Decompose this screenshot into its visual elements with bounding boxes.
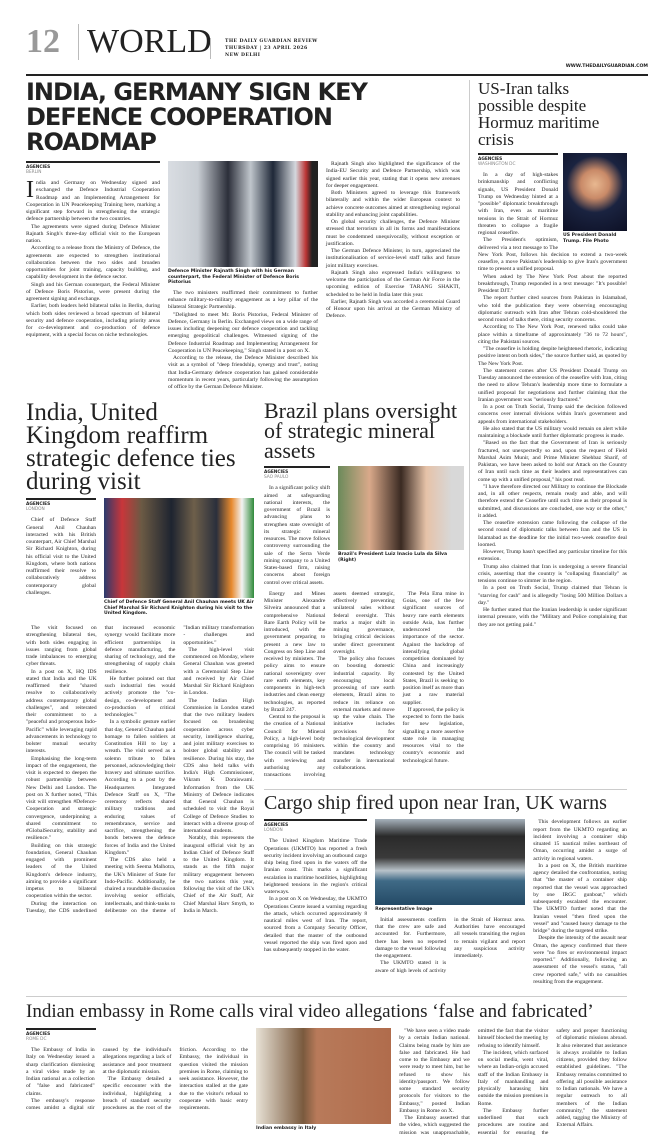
paragraph: Energy and Mines Minister Alexandre Silveira announced that a comprehensive National Rare Earth Policy will be introduced, with the government preparing to present a new law to Congress on Step Line and received by ministers. The policy aims to ensure national sovereignty over rare earth elements, key components in high-tech industries and clean energy technologies, as reported by Brazil 247. <box>264 590 326 713</box>
masthead <box>210 38 318 59</box>
paragraph: However, Trump hasn't specified any particular timeline for this extension. <box>478 549 627 563</box>
dateline: LONDON <box>26 507 45 513</box>
germany-byline <box>26 161 160 175</box>
agency: AGENCIES <box>26 165 51 170</box>
city: NEW DELHI <box>225 53 261 58</box>
paragraph: If approved, the policy is expected to form the basis for new legislation, signalling a more assertive state role in managing resources vital to the country's economic and technological future. <box>402 706 464 764</box>
brazil-article-body <box>264 485 330 587</box>
rome-byline <box>26 1028 96 1042</box>
section-title: WORLD <box>78 24 212 60</box>
uk-caption: Chief of Defence Staff General Anil Chauhan meets UK Air Chief Marshal Sir Richard Knighton during his visit to the United Kingdom. <box>104 600 254 617</box>
paragraph <box>26 177 160 224</box>
brazil-headline: Brazil plans oversight of strategic mineral assets <box>264 398 458 464</box>
paragraph: Emphasising the long-term impact of the engagement, the visit is expected to deepen the robust partnership between New Delhi and London. The post on X further noted, "This visit will strengthen #Defence-Cooperation and strategic convergence, underpinning a shared commitment to #GlobalSecurity, stability and resilience." <box>26 755 97 842</box>
brazil-caption: Brazil's President Luiz Inacio Lula da Silva (Right) <box>338 552 448 563</box>
cargo-article <box>264 789 627 986</box>
rome-headline: Indian embassy in Rome calls viral video allegations ‘false and fabricated’ <box>26 1001 594 1023</box>
paragraph: Despite the intensity of the assault near Oman, the agency confirmed that there were "no fires or environmental impact reported." Additionally, following an assessment of the vessel's status, "all crew reported safe," with no casualties resulting from the engagement. <box>533 935 627 985</box>
paragraph: The German Defence Minister, in turn, appreciated the institutionalisation of service-level staff talks and future joint military exercises. <box>326 248 460 269</box>
paragraph: The CDS also held a meeting with Seema Malhotra, the UK's Minister of State for Indo-Pacific. Additionally, he chaired a roundtable discussion involving senior officials, intellectuals, and think-tanks to deliberate on the theme of "Indian military transformation - challenges and opportunities." <box>104 625 254 914</box>
paragraph: The Pela Ema mine in Goias, one of the few significant sources of heavy rare earth elements outside Asia, has further underscored the importance of the sector. Against the backdrop of intensifying global competition dominated by China and increasingly contested by the United States, Brazil is seeking to position itself as more than just a raw material supplier. <box>402 590 464 706</box>
paragraph: In a post on X, the British maritime agency detailed the confrontation, noting that "the master of a container ship reported that the vessel was approached by one IRGC gunboat," which subsequently escalated the encounter. The UKMTO further noted that the Iranian vessel "then fired upon the vessel" and "caused heavy damage to the bridge" during the targeted strike. <box>533 862 627 935</box>
iran-photo-block <box>563 153 627 248</box>
cargo-article-body <box>264 838 367 954</box>
paragraph: He further pointed out that such industrial ties would actively promote the "co-design, co-development and co-production of critical technologies." <box>104 675 176 719</box>
rome-article-body <box>399 1028 627 1137</box>
dateline: ROME DC <box>26 1037 47 1043</box>
paragraph: According to the release, the Defence Minister described his visit as a symbol of "deep friendship, synergy and trust", noting that India-Germany defence cooperation has gained considerable momentum in recent years, particularly following the assumption of office by the German Defence Minister. <box>168 355 318 391</box>
paragraph: The Embassy detailed a specific encounter with the individual, highlighting a breach of standard security procedures as the root of the friction. According to the Embassy, the individual in question visited the mission premises in Rome, claiming to seek assistance. However, the interaction stalled at the gate due to the visitor's refusal to cooperate with basic entry requirements. <box>102 1047 249 1112</box>
paragraph: The President's optimism, delivered via a text message to The New York Post, follows his decision to extend a two-week ceasefire, a move Pakistan's leadership to give Iran's government time to present a unified proposal. <box>478 237 627 273</box>
paragraph: Rajnath Singh also highlighted the significance of the India-EU Security and Defence Partnership, which was signed earlier this year, stating that it opens new avenues for deeper engagement. <box>326 161 460 189</box>
iran-byline <box>478 153 558 167</box>
brazil-byline <box>264 466 330 480</box>
germany-headline: INDIA, GERMANY SIGN KEY DEFENCE COOPERATION ROADMAP <box>26 78 367 156</box>
brazil-article <box>264 398 464 779</box>
iran-article <box>469 80 627 629</box>
paragraph: The policy also focuses on boosting domestic industrial capacity. By encouraging local processing of rare earth elements, Brazil aims to reduce its reliance on external markets and move up the value chain. The initiative includes provisions for technological development within the country and mandates technology transfer in international collaborations. <box>333 656 395 771</box>
paragraph: "Based on the fact that the Government of Iran is seriously fractured, not unexpectedly so and, upon the request of Field Marshal Asim Munir, and Prime Minister Shehbaz Sharif, of Pakistan, we have been asked to hold our Attack on the Country of Iran until such time as their leaders and representatives can come up with a unified proposal," his post read. <box>478 440 627 483</box>
paragraph: The incident, which surfaced on social media, went viral, where an Indian-origin accused staff of the Indian Embassy in Italy of manhandling and physically harassing him outside the mission premises in Rome. <box>477 1049 549 1107</box>
paragraph: The Embassy asserted that the video, which suggested the mission was unapproachable, omitted the fact that the visitor himself blocked the meeting by refusing to identify himself. <box>399 1028 549 1136</box>
paragraph: In a symbolic gesture earlier that day, General Chauhan paid homage to fallen soldiers at Constitution Hill to lay a wreath. The visit served as a solemn tribute to fallen personnel, acknowledging their bravery and ultimate sacrifice. According to a post by the Headquarters Integrated Defence Staff on X, "The ceremony reflects shared military traditions and enduring values of remembrance, service and sacrifice, strengthening the bonds between the defence forces of India and the United Kingdom." <box>104 719 176 856</box>
paragraph: In a post on X on Wednesday, the UKMTO Operations Centre issued a warning regarding the attack, which occurred approximately 8 nautical miles west of Iran. The report, sourced from a Company Security Officer, detailed that the master of the outbound vessel reported the ship was fired upon and has subsequently stopped in the water. <box>264 896 368 954</box>
cargo-article-body <box>375 917 525 975</box>
embassy-photo <box>256 1028 391 1124</box>
rome-caption: Indian embassy in Italy <box>256 1126 317 1132</box>
trump-photo <box>563 153 627 231</box>
paragraph: Building on this strategic foundation, General Chauhan engaged with prominent leaders of the United Kingdom's defence industry, aiming to provide a significant impetus to bilateral cooperation within the sector. <box>26 842 97 900</box>
header-rule <box>26 74 648 76</box>
paragraph: When asked by The New York Post about the reported breakthrough, Trump responded in a text message: "It's possible! President DJT." <box>478 273 627 294</box>
paragraph: The Embassy further underlined that such procedures are routine and essential for ensuring the safety and proper functioning of diplomatic missions abroad. It also reiterated that assistance is always available to Indian citizens, provided they follow established guidelines. "The Embassy remains committed to offering all possible assistance to Indian nationals. We have a regular outreach to all members of the Indian community," the statement added, tagging the Ministry of External Affairs. <box>477 1028 628 1136</box>
paragraph: In a post on Truth Social, Trump said the decision followed concerns over internal divisions within Iran's government and appeals from international stakeholders. <box>478 404 627 425</box>
cargo-byline <box>264 819 367 833</box>
paragraph: The UKMTO stated it is aware of high levels of activity in the Strait of Hormuz area. Authorities have encouraged all vessels transiting the region to remain vigilant and report any suspicious activity immediately. <box>375 916 526 974</box>
paragraph: The high-level visit commenced on Monday, where General Chauhan was greeted with a Ceremonial Step Line and received by Air Chief Marshal Sir Richard Knighton in London. <box>183 646 254 697</box>
dateline: SAO PAULO <box>264 475 289 481</box>
paragraph: In a post on Truth Social, Trump claimed that Tehran is "starving for cash" and is allegedly "losing 500 Million Dollars a day." <box>478 585 627 606</box>
paragraph: Both Ministers agreed to leverage this framework bilaterally and within the wider European context to achieve concrete outcomes aimed at strengthening regional stability and enhancing joint capabilities. <box>326 190 460 218</box>
germany-article-body <box>168 290 318 392</box>
page-header <box>26 0 648 80</box>
paragraph: Initial assessments confirm that the crew are safe and accounted for. Furthermore, there has been no reported damage to the vessel following the engagement. <box>375 916 447 960</box>
paragraph: Trump also claimed that Iran is undergoing a severe financial crisis, asserting that the country is "collapsing financially" as tensions continue to simmer in the region. <box>478 563 627 584</box>
paragraph: Earlier, Rajnath Singh was accorded a ceremonial Guard of Honour upon his arrival at the German Ministry of Defence. <box>326 298 460 320</box>
lula-photo <box>338 466 464 550</box>
paragraph: In a post on X, HQ IDS stated that India and the UK reaffirmed their "shared resolve to collaboratively address contemporary global challenges", and reiterated their commitment to a "peaceful and prosperous Indo-Pacific" while leveraging rapid advancements in technology to bolster mutual security interests. <box>26 668 97 755</box>
dateline: LONDON <box>264 828 283 834</box>
germany-article-body <box>326 161 460 321</box>
cargo-article-body <box>533 819 627 986</box>
dateline: BERLIN <box>26 170 42 175</box>
rome-article <box>26 996 627 1137</box>
paragraph: The embassy's response comes amidst a digital stir caused by the individual's allegations regarding a lack of assistance and poor treatment at the diplomatic mission. <box>26 1047 172 1112</box>
paragraph: On global security challenges, the Defence Minister stressed that terrorism in all its forms and manifestations must be condemned unequivocally, without exception or justification. <box>326 219 460 247</box>
paragraph: The visit focused on strengthening bilateral ties, with both sides engaging in issues ranging from global trade imbalances to emerging cyber threats. <box>26 625 97 668</box>
paragraph: The statement comes after US President Donald Trump on Tuesday announced the extension of the ceasefire with Iran, citing the need to allow Tehran's leadership more time to formulate a unified proposal for negotiations and further claiming that the Iranian government was "seriously fractured." <box>478 367 627 403</box>
paragraph: This development follows an earlier report from the UKMTO regarding an incident involving a container ship situated 15 nautical miles northeast of Oman, occurring amidst a surge of activity in regional waters. <box>533 819 627 862</box>
agency: AGENCIES <box>26 1032 51 1038</box>
paragraph: The two ministers reaffirmed their commitment to further enhance military-to-military engagement as a key pillar of the bilateral Strategic Partnership. <box>168 289 318 311</box>
agency: AGENCIES <box>26 502 51 508</box>
uk-article <box>26 401 254 915</box>
paragraph: The agreements were signed during Defence Minister Rajnath Singh's three-day official visit to the European nation. <box>26 223 160 244</box>
germany-article <box>26 80 464 391</box>
paragraph: In a day of high-stakes brinkmanship and conflicting signals, US President Donald Trump on Wednesday hinted at a "possible" diplomatic breakthrough with Iran, even as maritime tensions in the Strait of Hormuz threaten to collapse a fragile regional ceasefire. <box>478 172 558 236</box>
agency: AGENCIES <box>478 157 503 162</box>
paragraph: "We have seen a video made by a certain Indian national. Claims being made by him are false and fabricated. He had come to the Embassy and we were ready to meet him, but he refused to show his identity/passport. We follow some standard security protocols for visitors to the Embassy," posted Indian Embassy in Rome on X. <box>399 1028 470 1114</box>
germany-caption: Defence Minister Rajnath Singh with his German counterpart, the Federal Minister of Defence Boris Pistorius <box>168 269 300 286</box>
paragraph: The Indian High Commission in London stated that the two military leaders focused on broadening cooperation across cyber security, intelligence sharing, and joint military exercises to bolster global stability and resilience. During his stay, the CDS also held talks with India's High Commissioner, Vikram K Doraiswami. Information from the UK Ministry of Defence indicates that General Chauhan is scheduled to visit the Royal College of Defence Studies to interact with a diverse group of international students. <box>183 697 254 835</box>
paragraph: According to The New York Post, renewed talks could take place within a timeframe of approximately "36 to 72 hours", citing the Pakistani sources. <box>478 324 627 345</box>
paragraph: During the interaction on Tuesday, the CDS underlined that increased economic synergy would facilitate more efficient partnerships in defence manufacturing, the sharing of technology, and the strengthening of supply chain resilience. <box>26 625 176 914</box>
paragraph: Singh and his German counterpart, the Federal Minister of Defence Boris Pistorius, were present during the agreement signing and exchange. <box>26 281 160 302</box>
issue-date: THURSDAY | 23 APRIL 2026 <box>225 46 308 51</box>
website-link[interactable]: WWW.THEDAILYGUARDIAN.COM <box>565 64 648 69</box>
iran-caption: US President Donald Trump. File Photo <box>563 233 617 244</box>
paragraph: He further stated that the Iranian leadership is under significant internal pressure, with the "Military and Police complaining that they are not getting paid." <box>478 607 627 628</box>
paragraph: In a significant policy shift aimed at safeguarding national interests, the government of Brazil is advancing plans to strengthen state oversight of its strategic mineral resources. The move follows controversy surrounding the sale of the Serra Verde mining company to a United States-based firm, raising concerns about foreign control over critical assets. <box>264 485 330 586</box>
uk-article-body <box>26 517 96 597</box>
iran-headline: US-Iran talks possible despite Hormuz maritime crisis <box>478 79 600 149</box>
uk-byline <box>26 498 96 512</box>
paper-name: THE DAILY GUARDIAN REVIEW <box>225 39 318 44</box>
uk-headline: India, United Kingdom reaffirm strategic defence ties during visit <box>26 399 236 496</box>
cargo-caption: Representative Image <box>375 907 433 913</box>
ship-fire-photo <box>375 819 525 905</box>
uk-article-body <box>26 625 254 915</box>
paragraph: Rajnath Singh also expressed India's willingness to welcome the participation of the German Air Force in the upcoming edition of Exercise TARANG SHAKTI, scheduled to be held in India later this year. <box>326 269 460 298</box>
paragraph: Central to the proposal is the creation of a National Council for Mineral Policy, a high-level body comprising 16 ministers. The council will be tasked with reviewing and authorising any transactions involving assets deemed strategic, effectively preventing unilateral sales without federal oversight. This marks a major shift in mining governance, bringing critical decisions under direct government oversight. <box>264 590 395 779</box>
paragraph: "The ceasefire is holding despite heightened rhetoric, indicating positive intent on both sides," the source further said, as quoted by The New York Post. <box>478 346 627 367</box>
cargo-headline: Cargo ship fired upon near Iran, UK warns <box>264 789 627 814</box>
germany-article-body <box>26 177 160 340</box>
paragraph: Earlier, both leaders held bilateral talks in Berlin, during which both sides reviewed a broad spectrum of bilateral security and defence cooperation, including priority areas for co-development and co-production of defence equipment, with a special focus on niche technologies. <box>26 303 160 339</box>
paragraph: The report further cited sources from Pakistan in Islamabad, who told the publication they were observing encouraging diplomatic outreach with Iran after Tehran cold-shouldered the second round of talks there, citing security concerns. <box>478 295 627 323</box>
rome-article-body <box>26 1047 248 1112</box>
paragraph: Chief of Defence Staff General Anil Chauhan interacted with his British counterpart, Air Chief Marshal Sir Richard Knighton, during his official visit to the United Kingdom, where both nations reaffirmed their resolve to collaboratively address contemporary global challenges. <box>26 517 96 596</box>
paragraph-text: ndia and Germany on Wednesday signed and exchanged the Defence Industrial Cooperation Roadmap and an Implementing Arrangement for Cooperation in UN Peacekeeping Training here, marking a significant step forward in strengthening the strategic defence partnership between the two countries. <box>26 180 160 223</box>
dateline: WASHINGTON DC <box>478 162 516 167</box>
uk-photo <box>104 498 254 598</box>
paragraph: The ceasefire extension came following the collapse of the second round of diplomatic talks between Iran and the US in Islamabad as the deadline for the initial two-week ceasefire deal loomed. <box>478 520 627 548</box>
agency: AGENCIES <box>264 470 289 476</box>
paragraph: "Delighted to meet Mr. Boris Pistorius, Federal Minister of Defence, Germany in Berlin. Exchanged views on a wide range of issues including deepening our defence cooperation and tackling emerging geopolitical challenges. Witnessed signing of the Defence Industrial Roadmap and Implementing Arrangement for Cooperation in UN Peacekeeping," Singh stated in a post on X. <box>168 311 318 354</box>
paragraph: Notably, this represents the inaugural official visit by an Indian Chief of Defence Staff to the United Kingdom. It stands as the fifth major military engagement between the two nations this year, following the visit of the UK's Chief of the Air Staff, Air Chief Marshal Harv Smyth, to India in March. <box>183 835 254 914</box>
paragraph: The Embassy of India in Italy on Wednesday issued a sharp clarification dismissing a viral video made by an Indian national as a collection of "false and fabricated" claims. <box>26 1047 95 1097</box>
brazil-article-body <box>264 591 464 780</box>
agency: AGENCIES <box>264 823 289 829</box>
drop-cap: I <box>26 177 34 203</box>
page-number: 12 <box>26 23 60 60</box>
paragraph: "I have therefore directed our Military to continue the Blockade and, in all other respects, remain ready and able, and will therefore extend the Ceasefire until such time as their proposal is submitted, and discussions are concluded, one way or the other," it added. <box>478 483 627 519</box>
germany-photo <box>168 161 318 267</box>
paragraph: The United Kingdom Maritime Trade Operations (UKMTO) has reported a fresh security incident involving an outbound cargo ship being fired upon in the waters off the Iranian coast. This marks a significant escalation in maritime hostilities, highlighting heightened tensions in the region's critical waterways. <box>264 838 368 896</box>
articles-grid <box>26 80 648 1137</box>
paragraph: According to a release from the Ministry of Defence, the agreements are expected to strengthen institutional collaboration between the two sides and broaden opportunities for joint training, capacity building, and capability development in the defence sector. <box>26 245 160 281</box>
paragraph: He also stated that the US military would remain on alert while maintaining a blockade until further diplomatic progress is made. <box>478 425 627 439</box>
